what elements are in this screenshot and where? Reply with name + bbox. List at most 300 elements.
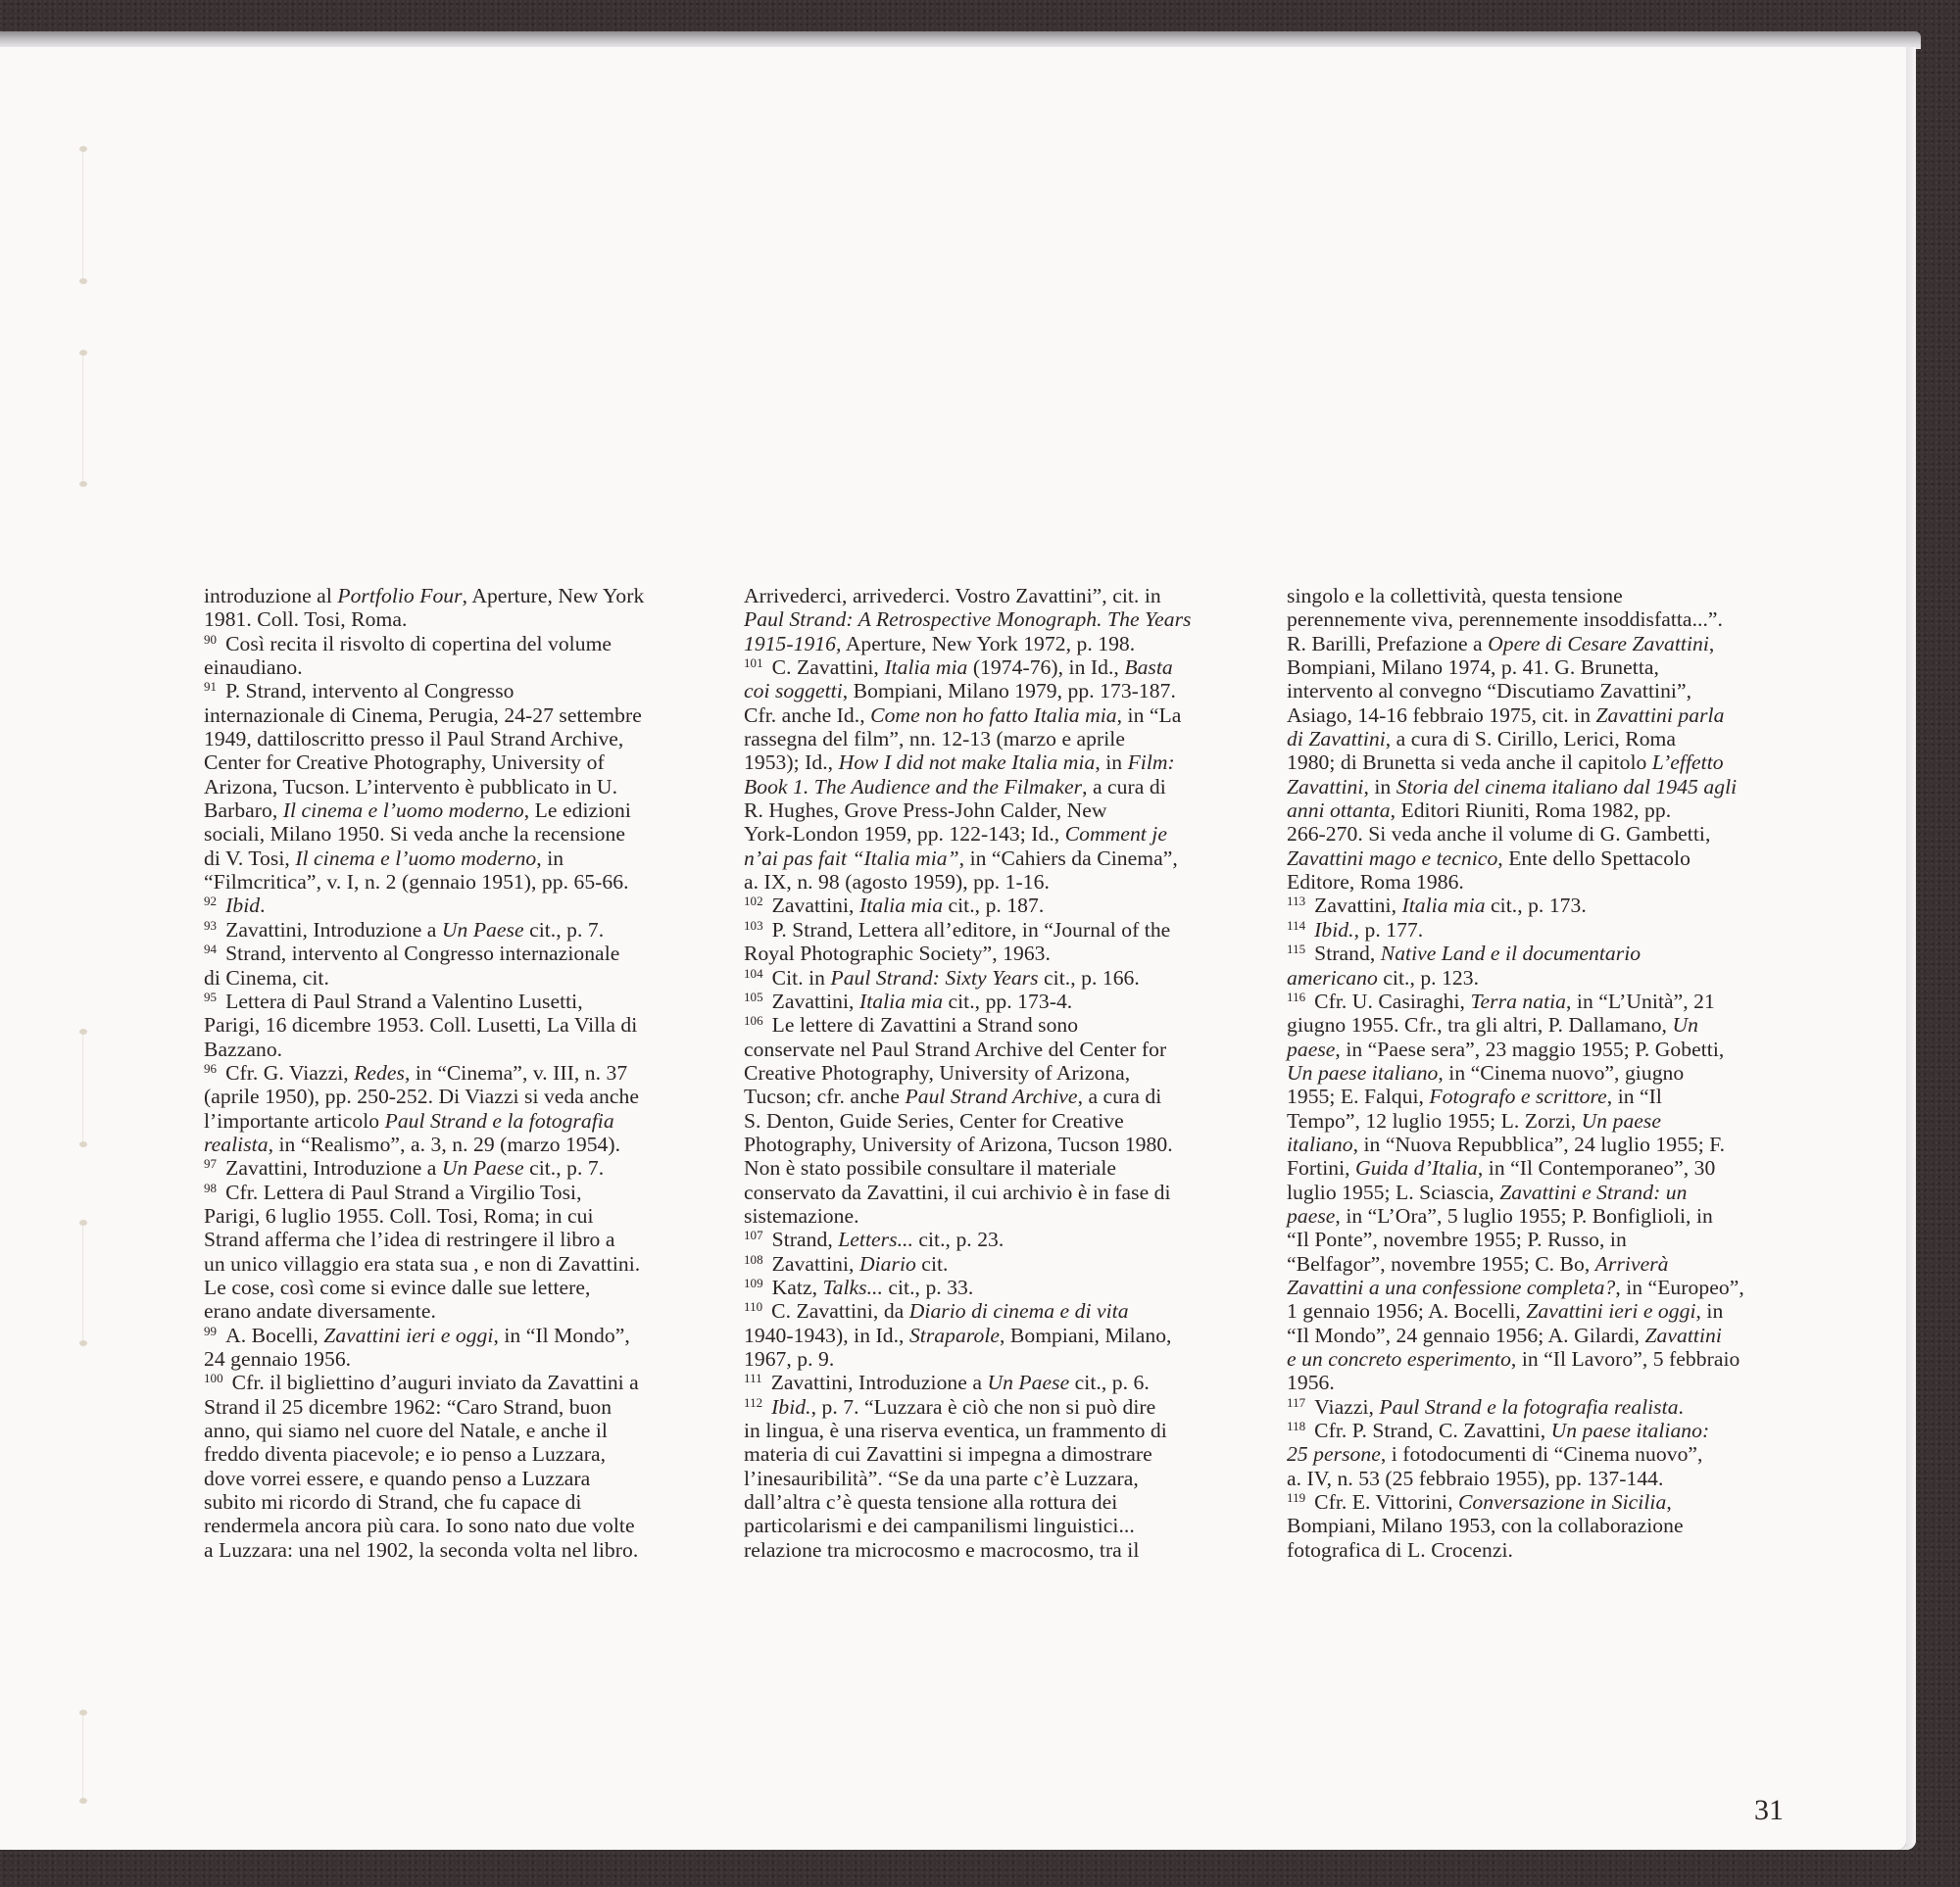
text-line <box>744 632 1278 655</box>
text-line <box>204 847 738 870</box>
text-run: , <box>1666 1490 1672 1515</box>
italic-title: Zavattini a una confessione completa? <box>1287 1275 1616 1299</box>
text-run: 24 gennaio 1956. <box>204 1347 352 1371</box>
italic-title: Zavattini ieri e oggi <box>323 1323 494 1347</box>
italic-title: Storia del cinema italiano dal 1945 agli <box>1396 774 1738 798</box>
text-line <box>744 584 1278 607</box>
text-line <box>744 1324 1278 1347</box>
footnote-number: 119 <box>1287 1490 1306 1506</box>
text-run: Zavattini, <box>771 894 859 918</box>
italic-title: Zavattini parla <box>1595 702 1725 727</box>
text-run: cit. <box>915 1251 949 1276</box>
text-line <box>744 679 1278 702</box>
text-line <box>744 1085 1278 1108</box>
text-run: a. IV, n. 53 (25 febbraio 1955), pp. 137-144. <box>1287 1466 1664 1490</box>
binding-stitch-icon <box>82 353 84 484</box>
footnote-number: 111 <box>744 1371 762 1386</box>
footnote-number: 90 <box>204 631 218 647</box>
footnote-number: 107 <box>744 1228 763 1243</box>
text-line <box>744 1299 1278 1323</box>
text-line <box>1287 1324 1821 1347</box>
text-run: , in <box>1695 1299 1724 1324</box>
text-line <box>1287 1228 1821 1251</box>
italic-title: Native Land e il documentario <box>1380 942 1642 966</box>
italic-title: Paul Strand: A Retrospective Monograph. The Years <box>744 607 1192 632</box>
text-line <box>1287 607 1821 631</box>
text-run: Bazzano. <box>204 1037 283 1061</box>
text-line <box>204 966 738 990</box>
text-line <box>744 727 1278 750</box>
text-line <box>744 1109 1278 1133</box>
text-run: , in “Europeo”, <box>1615 1275 1744 1299</box>
text-run: Zavattini, <box>1314 894 1402 918</box>
text-run: Cfr. P. Strand, C. Zavattini, <box>1314 1419 1551 1443</box>
text-run: conservate nel Paul Strand Archive del Center for <box>744 1037 1167 1061</box>
text-line <box>1287 822 1821 846</box>
text-run: 1 gennaio 1956; A. Bocelli, <box>1287 1299 1527 1324</box>
text-run: 1955; E. Falqui, <box>1287 1085 1430 1109</box>
text-run: Cfr. G. Viazzi, <box>225 1060 355 1085</box>
text-line <box>744 775 1278 798</box>
footnote-number: 99 <box>204 1323 218 1338</box>
text-run: Strand, <box>1314 942 1381 966</box>
text-line <box>1287 632 1821 655</box>
text-line <box>744 1181 1278 1204</box>
footnote-number: 93 <box>204 917 218 933</box>
text-run: , a cura di <box>1077 1085 1162 1109</box>
text-run: Creative Photography, University of Arizona, <box>744 1060 1131 1085</box>
italic-title: Un Paese <box>441 1156 524 1181</box>
text-run: Parigi, 16 dicembre 1953. Coll. Lusetti, La Villa di <box>204 1013 638 1038</box>
text-line <box>1287 966 1821 990</box>
italic-title: Italia mia <box>858 989 944 1013</box>
footnote-number: 106 <box>744 1013 763 1029</box>
text-line <box>744 822 1278 846</box>
text-run: erano andate diversamente. <box>204 1299 436 1324</box>
text-line <box>1287 990 1821 1013</box>
text-line <box>204 1419 738 1442</box>
text-run: Lettera di Paul Strand a Valentino Lusetti, <box>225 989 583 1013</box>
italic-title: Paul Strand Archive <box>905 1085 1078 1109</box>
text-run: fotografica di L. Crocenzi. <box>1287 1537 1513 1562</box>
text-run: 1953); Id., <box>744 750 839 775</box>
text-line <box>204 918 738 942</box>
page-number: 31 <box>1754 1794 1784 1826</box>
text-line <box>1287 1371 1821 1394</box>
text-line <box>744 1038 1278 1061</box>
text-run: particolarismi e dei campanilismi linguistici... <box>744 1514 1135 1538</box>
text-run: , in “Il Lavoro”, 5 febbraio <box>1510 1347 1740 1371</box>
text-run: rendermela ancora più cara. Io sono nato due volte <box>204 1514 635 1538</box>
footnote-number: 117 <box>1287 1394 1306 1410</box>
footnote-number: 95 <box>204 989 218 1004</box>
text-line <box>1287 1514 1821 1537</box>
italic-title: Portfolio Four <box>337 584 463 607</box>
binding-stitch-icon <box>82 1713 84 1801</box>
text-run: , in “Il Contemporaneo”, 30 <box>1477 1156 1716 1181</box>
text-run: un unico villaggio era stata sua , e non di Zavattini. <box>204 1251 641 1276</box>
text-line <box>204 1252 738 1276</box>
italic-title: Diario di cinema e di vita <box>908 1299 1129 1324</box>
text-run: “Belfagor”, novembre 1955; C. Bo, <box>1287 1251 1595 1276</box>
footnote-number: 114 <box>1287 917 1306 933</box>
text-run: , Le edizioni <box>523 798 631 823</box>
italic-title: Zavattini <box>1287 774 1364 798</box>
italic-title: Comment je <box>1064 822 1167 847</box>
text-line <box>1287 847 1821 870</box>
text-run: , Ente dello Spettacolo <box>1497 846 1690 870</box>
text-run: , in “Realismo”, a. 3, n. 29 (marzo 1954). <box>268 1132 621 1156</box>
italic-title: e un concreto esperimento <box>1287 1347 1511 1371</box>
text-line <box>1287 798 1821 822</box>
text-run: P. Strand, Lettera all’editore, in “Journal of the <box>771 917 1171 942</box>
text-run: Cfr. il bigliettino d’auguri inviato da Zavattini a <box>231 1371 639 1395</box>
binding-stitch-icon <box>82 149 84 281</box>
text-run: Le cose, così come si evince dalle sue lettere, <box>204 1275 591 1299</box>
text-line <box>744 1252 1278 1276</box>
text-line <box>744 990 1278 1013</box>
text-run: di Cinema, cit. <box>204 965 329 990</box>
text-line <box>204 632 738 655</box>
text-line <box>204 1395 738 1419</box>
footnote-number: 97 <box>204 1156 218 1172</box>
text-run: sistemazione. <box>744 1203 859 1228</box>
italic-title: Zavattini <box>1644 1323 1722 1347</box>
footnote-number: 105 <box>744 989 763 1004</box>
text-line <box>204 1371 738 1394</box>
text-run: Parigi, 6 luglio 1955. Coll. Tosi, Roma; in cui <box>204 1203 594 1228</box>
footnote-number: 110 <box>744 1299 763 1315</box>
text-run: Royal Photographic Society”, 1963. <box>744 942 1051 966</box>
text-line <box>744 1467 1278 1490</box>
text-line <box>1287 655 1821 679</box>
italic-title: Un paese italiano <box>1287 1060 1439 1085</box>
text-line <box>744 1156 1278 1180</box>
italic-title: Terra natia <box>1470 989 1567 1013</box>
binding-stitch-icon <box>82 1223 84 1343</box>
text-run: , in <box>1095 750 1128 775</box>
italic-title: Il cinema e l’uomo moderno <box>295 846 537 870</box>
text-line <box>744 1228 1278 1251</box>
text-line <box>204 1538 738 1562</box>
italic-title: Opere di Cesare Zavattini <box>1488 631 1709 655</box>
italic-title: realista <box>204 1132 269 1156</box>
text-run: 1940-1943), in Id., <box>744 1323 909 1347</box>
text-run: Zavattini, Introduzione a <box>225 917 442 942</box>
text-line <box>1287 584 1821 607</box>
text-run: cit., p. 7. <box>523 1156 605 1181</box>
text-run: l’importante articolo <box>204 1108 385 1133</box>
text-run: Katz, <box>771 1275 823 1299</box>
text-run: Center for Creative Photography, University of <box>204 750 605 775</box>
text-run: Barbaro, <box>204 798 283 823</box>
text-run: York-London 1959, pp. 122-143; Id., <box>744 822 1065 847</box>
text-line <box>744 655 1278 679</box>
text-line <box>204 750 738 774</box>
italic-title: anni ottanta <box>1287 798 1391 823</box>
text-run: P. Strand, intervento al Congresso <box>225 679 514 703</box>
italic-title: Book 1. The Audience and the Filmaker <box>744 774 1083 798</box>
text-line <box>744 1419 1278 1442</box>
text-run: Così recita il risvolto di copertina del volume <box>225 631 612 655</box>
text-line <box>1287 750 1821 774</box>
text-run: materia di cui Zavattini si impegna a dimostrare <box>744 1442 1152 1467</box>
text-run: Zavattini, <box>771 1251 859 1276</box>
text-line <box>204 679 738 702</box>
text-line <box>744 918 1278 942</box>
text-run: Non è stato possibile consultare il materiale <box>744 1156 1117 1181</box>
italic-title: Un paese <box>1581 1108 1662 1133</box>
text-line <box>204 1490 738 1514</box>
text-line <box>204 1299 738 1323</box>
text-run: subito mi ricordo di Strand, che fu capace di <box>204 1490 582 1515</box>
text-run: Tucson; cfr. anche <box>744 1085 906 1109</box>
text-run: cit., p. 166. <box>1038 965 1140 990</box>
text-line <box>744 1276 1278 1299</box>
text-line <box>1287 727 1821 750</box>
italic-title: Un <box>1672 1013 1698 1038</box>
text-run: Zavattini, Introduzione a <box>225 1156 442 1181</box>
text-line <box>1287 1276 1821 1299</box>
text-line <box>204 1061 738 1085</box>
text-run: 1981. Coll. Tosi, Roma. <box>204 607 408 632</box>
text-run: , <box>1708 631 1715 655</box>
italic-title: Ibid. <box>771 1394 811 1419</box>
text-run: giugno 1955. Cfr., tra gli altri, P. Dallamano, <box>1287 1013 1673 1038</box>
text-run: cit., p. 123. <box>1377 965 1480 990</box>
text-run: . <box>1678 1394 1684 1419</box>
text-run: 1956. <box>1287 1371 1335 1395</box>
text-run: freddo diventa piacevole; e io penso a Luzzara, <box>204 1442 607 1467</box>
text-run: R. Barilli, Prefazione a <box>1287 631 1489 655</box>
text-line <box>744 847 1278 870</box>
text-run: Cfr. Lettera di Paul Strand a Virgilio Tosi, <box>225 1180 582 1204</box>
text-line <box>1287 870 1821 894</box>
text-line <box>1287 1347 1821 1371</box>
text-run: 266-270. Si veda anche il volume di G. Gambetti, <box>1287 822 1711 847</box>
text-run: Fortini, <box>1287 1156 1356 1181</box>
text-line <box>1287 1467 1821 1490</box>
footnote-number: 109 <box>744 1275 763 1290</box>
text-run: Photography, University of Arizona, Tucson 1980. <box>744 1132 1173 1156</box>
text-run: Viazzi, <box>1314 1394 1380 1419</box>
text-line <box>204 1204 738 1228</box>
text-run: 1980; di Brunetta si veda anche il capitolo <box>1287 750 1652 775</box>
italic-title: n’ai pas fait “Italia mia” <box>744 846 959 870</box>
footnote-number: 101 <box>744 655 763 671</box>
footnote-number: 116 <box>1287 989 1306 1004</box>
text-line <box>204 1133 738 1156</box>
text-run: , in “Cinema nuovo”, giugno <box>1438 1060 1685 1085</box>
italic-title: Fotografo e scrittore <box>1429 1085 1607 1109</box>
footnote-number: 112 <box>744 1394 763 1410</box>
text-run: R. Hughes, Grove Press-John Calder, New <box>744 798 1107 823</box>
italic-title: Basta <box>1124 655 1173 680</box>
text-run: Arizona, Tucson. L’intervento è pubblicato in U. <box>204 774 618 798</box>
text-line <box>744 1061 1278 1085</box>
text-line <box>1287 1204 1821 1228</box>
footnote-number: 100 <box>204 1371 223 1386</box>
italic-title: Diario <box>858 1251 916 1276</box>
text-line <box>204 727 738 750</box>
italic-title: 1915-1916, <box>744 631 842 655</box>
italic-title: Paul Strand e la fotografia <box>384 1108 614 1133</box>
text-line <box>204 1467 738 1490</box>
italic-title: Straparole <box>908 1323 1001 1347</box>
text-line <box>204 870 738 894</box>
text-run: Cit. in <box>771 965 831 990</box>
text-run: Zavattini, Introduzione a <box>770 1371 988 1395</box>
text-run: , in <box>536 846 564 870</box>
footnote-number: 94 <box>204 942 218 957</box>
text-run: relazione tra microcosmo e macrocosmo, tra il <box>744 1537 1140 1562</box>
italic-title: Ibid. <box>1314 917 1354 942</box>
text-run: , i fotodocumenti di “Cinema nuovo”, <box>1380 1442 1703 1467</box>
text-line <box>204 894 738 917</box>
text-run: , in “Cahiers da Cinema”, <box>958 846 1178 870</box>
text-run: , in “Il Mondo”, <box>493 1323 630 1347</box>
text-line <box>204 655 738 679</box>
italic-title: Talks... <box>822 1275 883 1299</box>
italic-title: Ibid <box>225 894 261 918</box>
text-line <box>204 1442 738 1466</box>
text-run: Bompiani, Milano 1974, p. 41. G. Brunetta, <box>1287 655 1659 680</box>
text-run: rassegna del film”, nn. 12-13 (marzo e aprile <box>744 727 1125 751</box>
italic-title: Italia mia <box>884 655 968 680</box>
text-run: di V. Tosi, <box>204 846 296 870</box>
text-run: cit., p. 7. <box>523 917 605 942</box>
text-line <box>204 1085 738 1108</box>
text-run: cit., p. 23. <box>912 1228 1004 1252</box>
italic-title: Paul Strand e la fotografia realista <box>1379 1394 1679 1419</box>
text-run: S. Denton, Guide Series, Center for Creative <box>744 1108 1124 1133</box>
text-line <box>744 1538 1278 1562</box>
text-line <box>1287 1156 1821 1180</box>
text-run: Cfr. U. Casiraghi, <box>1314 989 1471 1013</box>
footnote-number: 92 <box>204 894 218 909</box>
text-line <box>1287 1538 1821 1562</box>
italic-title: Il cinema e l’uomo moderno <box>282 798 524 823</box>
footnote-number: 102 <box>744 894 763 909</box>
text-line <box>744 942 1278 965</box>
text-line <box>204 822 738 846</box>
text-run: l’inesauribilità”. “Se da una parte c’è Luzzara, <box>744 1466 1139 1490</box>
text-run: , in “Cinema”, v. III, n. 37 <box>404 1060 628 1085</box>
text-run: 1949, dattiloscritto presso il Paul Strand Archive, <box>204 727 624 751</box>
text-line <box>744 966 1278 990</box>
italic-title: Un paese italiano: <box>1550 1419 1710 1443</box>
italic-title: Zavattini e Strand: un <box>1499 1180 1688 1204</box>
text-line <box>744 703 1278 727</box>
text-run: Strand il 25 dicembre 1962: “Caro Strand, buon <box>204 1394 612 1419</box>
text-line <box>204 1156 738 1180</box>
text-run: , in <box>1363 774 1396 798</box>
text-run: , in “L’Ora”, 5 luglio 1955; P. Bonfiglioli, in <box>1335 1203 1713 1228</box>
italic-title: Zavattini ieri e oggi <box>1526 1299 1696 1324</box>
footnote-number: 103 <box>744 917 763 933</box>
text-line <box>1287 1038 1821 1061</box>
text-line <box>204 607 738 631</box>
text-line <box>204 1109 738 1133</box>
text-run: Cfr. anche Id., <box>744 702 871 727</box>
text-run: cit., p. 173. <box>1485 894 1587 918</box>
italic-title: Redes <box>354 1060 405 1085</box>
text-run: cit., p. 33. <box>882 1275 974 1299</box>
text-line <box>1287 1061 1821 1085</box>
text-line <box>204 1228 738 1251</box>
text-run: Cfr. E. Vittorini, <box>1314 1490 1458 1515</box>
text-run: Aperture, New York 1972, p. 198. <box>841 631 1136 655</box>
footnote-number: 113 <box>1287 894 1306 909</box>
text-line <box>744 1490 1278 1514</box>
italic-title: Letters... <box>838 1228 913 1252</box>
footnotes-column-3 <box>1287 584 1821 1562</box>
text-run: Editore, Roma 1986. <box>1287 870 1464 895</box>
text-line <box>204 1013 738 1037</box>
text-run: Bompiani, Milano 1953, con la collaborazione <box>1287 1514 1684 1538</box>
italic-title: Zavattini mago e tecnico <box>1287 846 1498 870</box>
footnote-number: 115 <box>1287 942 1306 957</box>
text-run: a. IX, n. 98 (agosto 1959), pp. 1-16. <box>744 870 1050 895</box>
footnotes-column-1 <box>204 584 738 1562</box>
text-run: 1967, p. 9. <box>744 1347 835 1371</box>
text-line <box>1287 1085 1821 1108</box>
text-line <box>1287 1013 1821 1037</box>
italic-title: Guida d’Italia <box>1355 1156 1478 1181</box>
text-run: Tempo”, 12 luglio 1955; L. Zorzi, <box>1287 1108 1582 1133</box>
footnote-number: 91 <box>204 679 218 695</box>
text-line <box>744 1514 1278 1537</box>
text-line <box>204 775 738 798</box>
text-run: conservato da Zavattini, il cui archivio è in fase di <box>744 1180 1171 1204</box>
footnote-number: 104 <box>744 965 763 981</box>
text-run: (1974-76), in Id., <box>967 655 1125 680</box>
text-line <box>744 1442 1278 1466</box>
text-run: “Il Mondo”, 24 gennaio 1956; A. Gilardi, <box>1287 1323 1645 1347</box>
text-line <box>204 990 738 1013</box>
text-run: Strand afferma che l’idea di restringere il libro a <box>204 1228 615 1252</box>
text-run: . <box>260 894 266 918</box>
text-line <box>744 1133 1278 1156</box>
text-line <box>1287 1395 1821 1419</box>
text-run: C. Zavattini, da <box>771 1299 909 1324</box>
text-line <box>1287 918 1821 942</box>
italic-title: Un Paese <box>441 917 524 942</box>
text-line <box>204 1276 738 1299</box>
text-line <box>1287 1109 1821 1133</box>
italic-title: paese <box>1287 1037 1336 1061</box>
text-line <box>204 1181 738 1204</box>
text-line <box>1287 703 1821 727</box>
text-line <box>744 1204 1278 1228</box>
text-run: , in “Paese sera”, 23 maggio 1955; P. Gobetti, <box>1335 1037 1725 1061</box>
text-run: A. Bocelli, <box>225 1323 324 1347</box>
text-run: Le lettere di Zavattini a Strand sono <box>771 1013 1079 1038</box>
footnotes-column-2 <box>744 584 1278 1562</box>
text-line <box>204 1038 738 1061</box>
text-run: a Luzzara: una nel 1902, la seconda volta nel libro. <box>204 1537 639 1562</box>
text-run: , Aperture, New York <box>462 584 645 607</box>
italic-title: Arriverà <box>1594 1251 1669 1276</box>
italic-title: coi soggetti <box>744 679 843 703</box>
text-line <box>1287 894 1821 917</box>
text-run: luglio 1955; L. Sciascia, <box>1287 1180 1500 1204</box>
text-run: Zavattini, <box>771 989 859 1013</box>
text-run: cit., pp. 173-4. <box>943 989 1073 1013</box>
italic-title: Italia mia <box>1401 894 1486 918</box>
text-run: , in “Nuova Repubblica”, 24 luglio 1955; F. <box>1352 1132 1726 1156</box>
italic-title: Film: <box>1127 750 1175 775</box>
